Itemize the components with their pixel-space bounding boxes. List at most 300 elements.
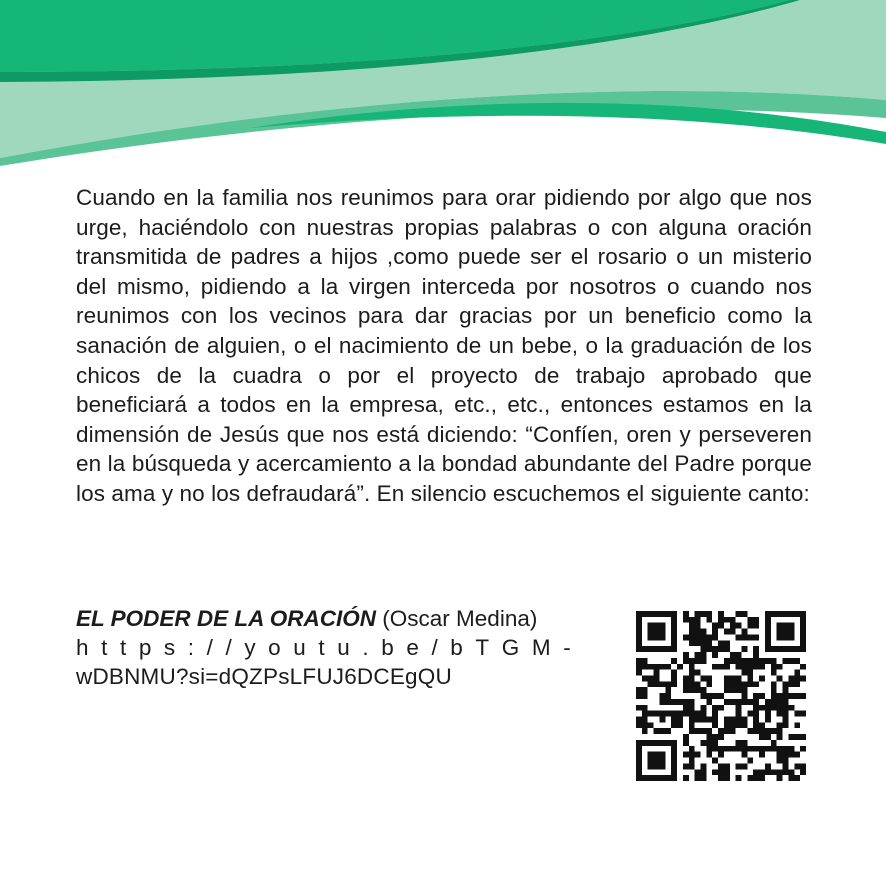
qr-module: [677, 664, 683, 670]
qr-module: [671, 717, 677, 723]
qr-module: [736, 775, 742, 781]
qr-module: [659, 728, 665, 734]
qr-module: [777, 675, 783, 681]
qr-module: [759, 775, 765, 781]
qr-module: [765, 734, 771, 740]
qr-module: [742, 693, 748, 699]
qr-module: [689, 675, 695, 681]
qr-module: [648, 711, 654, 717]
qr-module: [712, 623, 718, 629]
qr-module: [800, 711, 806, 717]
qr-module: [724, 681, 730, 687]
qr-module: [683, 734, 689, 740]
qr-module: [736, 652, 742, 658]
song-url-line-2[interactable]: wDBNMU?si=dQZPsLFUJ6DCEgQU: [76, 664, 452, 689]
qr-module: [747, 670, 753, 676]
qr-module: [642, 664, 648, 670]
qr-module: [683, 699, 689, 705]
qr-module: [788, 681, 794, 687]
qr-module: [783, 705, 789, 711]
qr-module: [695, 687, 701, 693]
qr-module: [742, 717, 748, 723]
qr-module: [736, 722, 742, 728]
qr-module: [747, 664, 753, 670]
qr-module: [683, 617, 689, 623]
qr-module: [736, 681, 742, 687]
qr-module: [788, 693, 794, 699]
qr-module: [654, 664, 660, 670]
qr-module: [753, 658, 759, 664]
qr-module: [783, 711, 789, 717]
qr-module: [800, 746, 806, 752]
qr-module: [788, 658, 794, 664]
qr-module: [689, 687, 695, 693]
qr-module: [777, 699, 783, 705]
qr-module: [800, 769, 806, 775]
qr-module: [759, 658, 765, 664]
qr-module: [753, 623, 759, 629]
qr-module: [736, 675, 742, 681]
qr-module: [700, 740, 706, 746]
qr-module: [742, 763, 748, 769]
qr-module: [771, 681, 777, 687]
qr-module: [759, 675, 765, 681]
qr-module: [689, 722, 695, 728]
qr-module: [636, 693, 642, 699]
qr-module: [794, 693, 800, 699]
qr-module: [718, 752, 724, 758]
qr-module: [783, 746, 789, 752]
qr-module: [671, 699, 677, 705]
qr-module: [689, 623, 695, 629]
qr-module: [706, 617, 712, 623]
qr-module: [700, 775, 706, 781]
qr-module: [736, 763, 742, 769]
qr-module: [636, 705, 642, 711]
qr-module: [724, 687, 730, 693]
qr-module: [753, 722, 759, 728]
qr-module: [712, 705, 718, 711]
qr-module: [753, 693, 759, 699]
qr-module: [700, 769, 706, 775]
qr-module: [683, 711, 689, 717]
qr-module: [765, 705, 771, 711]
qr-module: [648, 722, 654, 728]
qr-module: [695, 728, 701, 734]
qr-module: [765, 746, 771, 752]
qr-module: [695, 611, 701, 617]
qr-module: [771, 705, 777, 711]
qr-module: [753, 681, 759, 687]
qr-module: [753, 699, 759, 705]
qr-module: [695, 711, 701, 717]
qr-module: [742, 664, 748, 670]
qr-module: [742, 722, 748, 728]
qr-module: [648, 675, 654, 681]
qr-module: [724, 617, 730, 623]
qr-module: [695, 623, 701, 629]
qr-module: [706, 646, 712, 652]
qr-module: [777, 734, 783, 740]
qr-module: [683, 763, 689, 769]
qr-module: [712, 646, 718, 652]
qr-module: [724, 728, 730, 734]
qr-module: [765, 717, 771, 723]
qr-module: [665, 687, 671, 693]
qr-module: [724, 775, 730, 781]
qr-module: [636, 722, 642, 728]
qr-module: [777, 752, 783, 758]
qr-module: [783, 693, 789, 699]
qr-module: [800, 763, 806, 769]
qr-module: [783, 687, 789, 693]
qr-module: [800, 664, 806, 670]
qr-module: [771, 658, 777, 664]
qr-module: [742, 629, 748, 635]
qr-module: [689, 758, 695, 764]
qr-module: [759, 734, 765, 740]
qr-module: [759, 664, 765, 670]
qr-module: [753, 717, 759, 723]
qr-module: [700, 640, 706, 646]
qr-module: [753, 646, 759, 652]
qr-module: [800, 675, 806, 681]
qr-module: [800, 734, 806, 740]
qr-module: [718, 705, 724, 711]
qr-module: [712, 746, 718, 752]
qr-module: [665, 664, 671, 670]
qr-module: [700, 634, 706, 640]
qr-module: [753, 664, 759, 670]
qr-module: [794, 658, 800, 664]
qr-module: [724, 746, 730, 752]
qr-module: [636, 687, 642, 693]
qr-module: [695, 634, 701, 640]
qr-module: [642, 728, 648, 734]
qr-module: [718, 734, 724, 740]
qr-module: [753, 634, 759, 640]
qr-module: [788, 769, 794, 775]
qr-module: [777, 711, 783, 717]
qr-module: [718, 646, 724, 652]
qr-module: [654, 670, 660, 676]
qr-module: [742, 634, 748, 640]
qr-module: [742, 752, 748, 758]
qr-module: [689, 717, 695, 723]
qr-module: [718, 763, 724, 769]
qr-module: [730, 728, 736, 734]
qr-module: [695, 652, 701, 658]
qr-module: [777, 775, 783, 781]
qr-module: [689, 670, 695, 676]
qr-module: [771, 664, 777, 670]
qr-module: [771, 687, 777, 693]
qr-module: [777, 722, 783, 728]
qr-module: [771, 670, 777, 676]
qr-module: [747, 681, 753, 687]
qr-module: [742, 658, 748, 664]
qr-module: [742, 699, 748, 705]
qr-module: [753, 705, 759, 711]
qr-module: [683, 611, 689, 617]
qr-module: [706, 734, 712, 740]
qr-module: [648, 681, 654, 687]
qr-module: [642, 711, 648, 717]
qr-module: [788, 675, 794, 681]
qr-module: [695, 717, 701, 723]
qr-module: [753, 617, 759, 623]
qr-module: [677, 717, 683, 723]
qr-module: [689, 640, 695, 646]
qr-module: [753, 711, 759, 717]
qr-module: [700, 705, 706, 711]
qr-module: [794, 681, 800, 687]
qr-module: [730, 722, 736, 728]
qr-module: [706, 699, 712, 705]
qr-module: [783, 752, 789, 758]
qr-module: [671, 675, 677, 681]
qr-module: [706, 717, 712, 723]
qr-module: [730, 746, 736, 752]
qr-module: [783, 699, 789, 705]
qr-module: [765, 658, 771, 664]
qr-module: [765, 763, 771, 769]
qr-finder-square: [648, 752, 666, 770]
qr-module: [718, 623, 724, 629]
qr-module: [794, 763, 800, 769]
body-paragraph: Cuando en la familia nos reunimos para orar pidiendo por algo que nos urge, haciéndolo con nuestras propias palabras o con alguna oración transmitida de padres a hijos ,como puede ser el rosario o un misterio del mismo, pidiendo a la virgen interceda por nosotros o cuando nos reunimos con los vecinos para dar gracias por un beneficio como la sanación de alguien, o el nacimiento de un bebe, o la graduación de los chicos de la cuadra o por el proyecto de trabajo aprobado que beneficiará a todos en la empresa, etc., etc., entonces estamos en la dimensión de Jesús que nos está diciendo: “Confíen, oren y perseveren en la búsqueda y acercamiento a la bondad abundante del Padre porque los ama y no los defraudará”. En silencio escuchemos el siguiente canto:: [76, 185, 812, 506]
qr-module: [788, 775, 794, 781]
qr-module: [700, 711, 706, 717]
qr-module: [706, 693, 712, 699]
qr-module: [642, 722, 648, 728]
qr-module: [783, 717, 789, 723]
qr-module: [724, 675, 730, 681]
qr-module: [788, 752, 794, 758]
qr-module: [712, 758, 718, 764]
qr-module: [765, 769, 771, 775]
qr-module: [712, 717, 718, 723]
qr-module: [794, 722, 800, 728]
qr-module: [742, 611, 748, 617]
qr-module: [689, 629, 695, 635]
qr-module: [753, 746, 759, 752]
qr-module: [747, 675, 753, 681]
qr-module: [700, 646, 706, 652]
qr-module: [788, 705, 794, 711]
qr-module: [659, 664, 665, 670]
song-heading: [76, 604, 616, 633]
qr-module: [642, 705, 648, 711]
qr-module: [783, 769, 789, 775]
qr-module: [742, 740, 748, 746]
qr-module: [736, 623, 742, 629]
qr-module: [706, 681, 712, 687]
qr-module: [747, 711, 753, 717]
qr-module: [689, 705, 695, 711]
qr-module: [759, 752, 765, 758]
qr-module: [777, 769, 783, 775]
qr-module: [742, 687, 748, 693]
qr-module: [659, 717, 665, 723]
qr-module: [747, 658, 753, 664]
qr-module: [771, 769, 777, 775]
qr-module: [642, 675, 648, 681]
qr-module: [700, 693, 706, 699]
song-author: (Oscar Medina): [382, 606, 538, 631]
qr-module: [753, 775, 759, 781]
qr-module: [642, 693, 648, 699]
qr-module: [794, 675, 800, 681]
qr-module: [742, 681, 748, 687]
qr-module: [642, 687, 648, 693]
qr-module: [700, 629, 706, 635]
qr-module: [689, 634, 695, 640]
qr-module: [659, 711, 665, 717]
qr-module: [689, 658, 695, 664]
qr-module: [718, 746, 724, 752]
qr-module: [730, 687, 736, 693]
qr-module: [695, 670, 701, 676]
qr-module: [683, 705, 689, 711]
qr-module: [724, 717, 730, 723]
qr-module: [794, 775, 800, 781]
qr-module: [689, 752, 695, 758]
song-reference: [76, 604, 616, 691]
qr-module: [695, 640, 701, 646]
qr-module: [712, 722, 718, 728]
qr-module: [742, 746, 748, 752]
qr-module: [654, 681, 660, 687]
qr-module: [700, 728, 706, 734]
qr-module: [665, 681, 671, 687]
qr-module: [636, 717, 642, 723]
qr-module: [718, 769, 724, 775]
qr-module: [659, 681, 665, 687]
qr-module: [718, 617, 724, 623]
song-url-line-1[interactable]: https://youtu.be/bTGM-: [76, 635, 584, 660]
qr-module: [683, 687, 689, 693]
qr-module: [689, 728, 695, 734]
qr-module: [777, 664, 783, 670]
qr-module: [794, 670, 800, 676]
qr-module: [724, 763, 730, 769]
qr-module: [677, 722, 683, 728]
qr-module: [753, 652, 759, 658]
qr-module: [695, 681, 701, 687]
qr-module: [665, 693, 671, 699]
qr-module: [671, 681, 677, 687]
qr-module: [747, 758, 753, 764]
qr-module: [659, 699, 665, 705]
qr-module: [736, 699, 742, 705]
qr-module: [771, 699, 777, 705]
qr-module: [730, 717, 736, 723]
qr-module: [730, 699, 736, 705]
qr-module: [683, 634, 689, 640]
header-wave-decoration: [0, 0, 886, 175]
qr-module: [700, 611, 706, 617]
qr-module: [777, 693, 783, 699]
qr-module: [718, 728, 724, 734]
qr-module: [671, 670, 677, 676]
qr-module: [654, 675, 660, 681]
qr-module: [695, 752, 701, 758]
qr-module: [747, 623, 753, 629]
qr-module: [742, 670, 748, 676]
qr-module: [736, 740, 742, 746]
qr-module: [788, 746, 794, 752]
qr-module: [765, 711, 771, 717]
qr-module: [783, 681, 789, 687]
qr-module: [665, 728, 671, 734]
qr-module: [794, 752, 800, 758]
qr-module: [683, 681, 689, 687]
qr-module: [724, 769, 730, 775]
qr-module: [683, 752, 689, 758]
qr-module: [771, 746, 777, 752]
qr-module: [665, 711, 671, 717]
qr-module: [683, 675, 689, 681]
qr-module: [706, 640, 712, 646]
qr-module: [783, 658, 789, 664]
qr-module: [706, 740, 712, 746]
qr-module: [700, 687, 706, 693]
qr-module: [747, 728, 753, 734]
qr-module: [706, 746, 712, 752]
qr-module: [777, 746, 783, 752]
qr-module: [695, 629, 701, 635]
qr-module: [771, 740, 777, 746]
qr-module: [742, 646, 748, 652]
qr-module: [718, 693, 724, 699]
qr-module: [718, 775, 724, 781]
qr-module: [642, 658, 648, 664]
qr-module: [736, 711, 742, 717]
qr-module: [689, 746, 695, 752]
qr-module: [665, 699, 671, 705]
qr-module: [695, 617, 701, 623]
qr-module: [747, 699, 753, 705]
qr-finder-square: [777, 623, 795, 641]
qr-module: [759, 722, 765, 728]
qr-module: [753, 769, 759, 775]
qr-module: [671, 722, 677, 728]
qr-module: [724, 722, 730, 728]
qr-module: [730, 617, 736, 623]
qr-module: [700, 717, 706, 723]
qr-module: [736, 705, 742, 711]
qr-module: [648, 664, 654, 670]
qr-module: [683, 740, 689, 746]
qr-module: [747, 617, 753, 623]
qr-module: [712, 711, 718, 717]
qr-module: [730, 629, 736, 635]
qr-module: [677, 699, 683, 705]
qr-module: [730, 623, 736, 629]
qr-module: [765, 699, 771, 705]
qr-module: [642, 717, 648, 723]
qr-module: [765, 728, 771, 734]
qr-module: [783, 763, 789, 769]
qr-module: [747, 634, 753, 640]
qr-module: [712, 740, 718, 746]
qr-module: [783, 722, 789, 728]
qr-module: [777, 728, 783, 734]
qr-code-icon[interactable]: [636, 611, 806, 781]
qr-module: [759, 705, 765, 711]
qr-module: [724, 640, 730, 646]
